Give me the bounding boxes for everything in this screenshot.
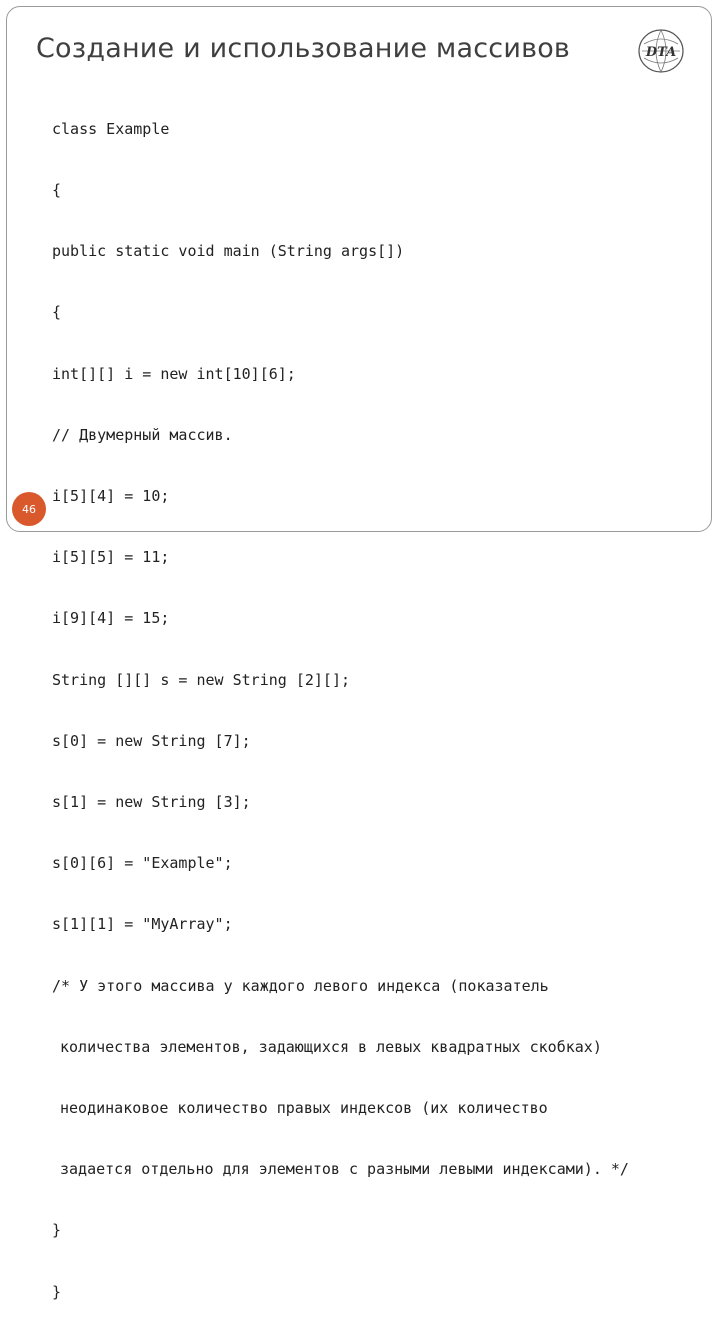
code-line: class Example: [52, 119, 170, 138]
code-line: public static void main (String args[]): [52, 242, 405, 261]
code-line: String [][] s = new String [2][];: [52, 670, 351, 689]
code-listing: [52, 78, 672, 1322]
code-line: s[1][1] = "MyArray";: [52, 915, 233, 934]
code-line: int[][] i = new int[10][6];: [52, 364, 296, 383]
slide-title: Создание и использование массивов: [36, 33, 571, 64]
code-comment-line: неодинаковое количество правых индексов (их количество: [60, 1099, 548, 1118]
code-line: s[0] = new String [7];: [52, 731, 251, 750]
code-line: i[9][4] = 15;: [52, 609, 170, 628]
code-comment-line: задается отдельно для элементов с разными левыми индексами). */: [60, 1160, 629, 1179]
dta-logo-icon: [634, 26, 688, 76]
code-comment-line: количества элементов, задающихся в левых квадратных скобках): [60, 1037, 602, 1056]
code-line: i[5][4] = 10;: [52, 487, 170, 506]
code-line: // Двумерный массив.: [52, 425, 233, 444]
code-line: s[1] = new String [3];: [52, 793, 251, 812]
code-line: }: [52, 1282, 62, 1301]
logo-text: DTA: [645, 45, 677, 60]
code-line: }: [52, 1221, 62, 1240]
code-line: i[5][5] = 11;: [52, 548, 170, 567]
page-number-badge: 46: [12, 492, 46, 526]
code-line: s[0][6] = "Example";: [52, 854, 233, 873]
code-line: {: [52, 181, 62, 200]
code-line: {: [52, 303, 62, 322]
code-comment-line: /* У этого массива у каждого левого индекса (показатель: [52, 976, 549, 995]
